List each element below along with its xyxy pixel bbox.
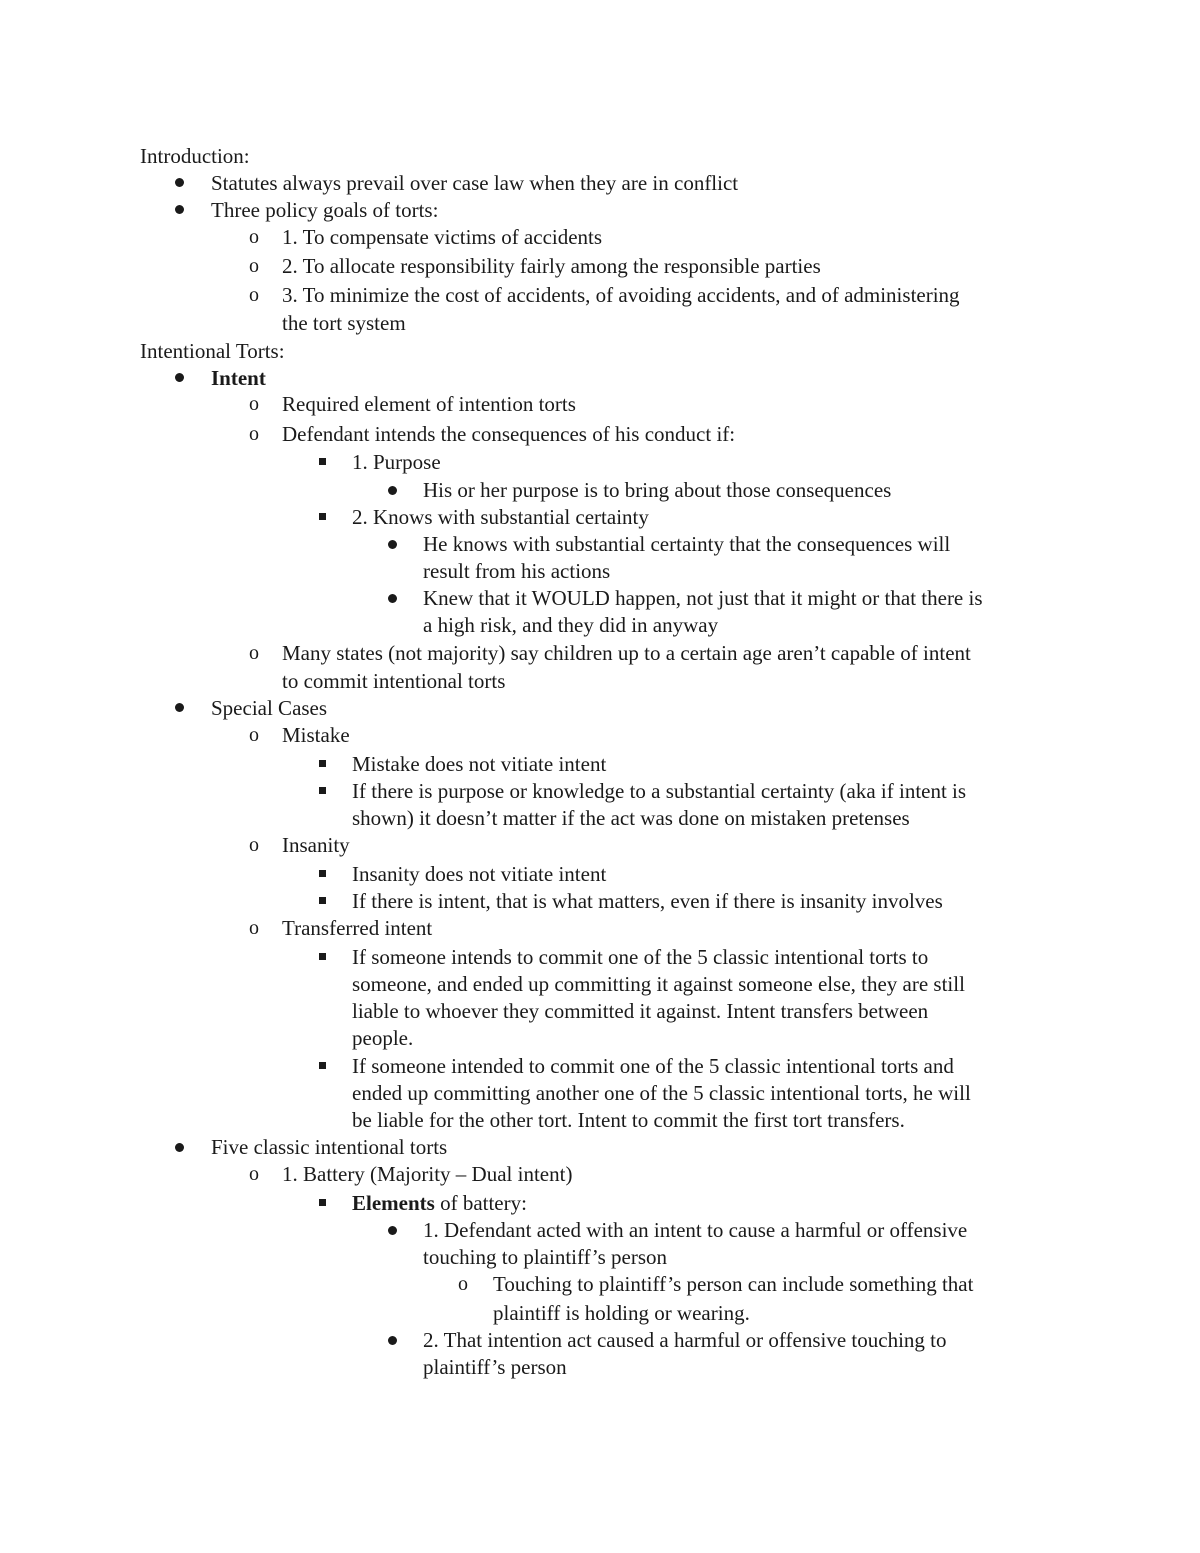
list-item-continuation: shown) it doesn’t matter if the act was done on mistaken pretenses <box>352 806 910 830</box>
section-heading-introduction: Introduction: <box>140 144 250 168</box>
bullet-circle-icon: o <box>249 255 259 277</box>
bullet-square-icon <box>319 787 326 794</box>
list-item-continuation: ended up committing another one of the 5 classic intentional torts, he will <box>352 1081 971 1105</box>
list-item: If there is purpose or knowledge to a substantial certainty (aka if intent is <box>352 779 967 803</box>
bullet-dot-icon <box>175 373 184 382</box>
list-item: 3. To minimize the cost of accidents, of avoiding accidents, and of administering <box>282 283 960 307</box>
bullet-square-icon <box>319 1199 326 1206</box>
list-item: Mistake does not vitiate intent <box>352 752 607 776</box>
list-item: Many states (not majority) say children up to a certain age aren’t capable of intent <box>282 641 971 665</box>
bullet-square-icon <box>319 458 326 465</box>
list-item-continuation: the tort system <box>282 311 406 335</box>
list-item-continuation: result from his actions <box>423 559 611 583</box>
elements-label: Elements <box>352 1191 435 1215</box>
section-heading-intentional-torts: Intentional Torts: <box>140 339 285 363</box>
list-item: If someone intended to commit one of the 5 classic intentional torts and <box>352 1054 954 1078</box>
bullet-circle-icon: o <box>249 423 259 445</box>
bullet-circle-icon: o <box>249 393 259 415</box>
list-item-continuation: to commit intentional torts <box>282 669 506 693</box>
list-item-continuation: plaintiff’s person <box>423 1355 567 1379</box>
bullet-circle-icon: o <box>458 1273 468 1295</box>
list-item: Transferred intent <box>282 916 433 940</box>
bullet-square-icon <box>319 953 326 960</box>
elements-suffix: of battery: <box>434 1191 527 1215</box>
list-item: 2. That intention act caused a harmful or offensive touching to <box>423 1328 947 1352</box>
bullet-dot-icon <box>388 1336 397 1345</box>
list-item-elements <box>352 1190 527 1217</box>
bullet-square-icon <box>319 760 326 767</box>
bullet-square-icon <box>319 513 326 520</box>
list-item: If someone intends to commit one of the 5 classic intentional torts to <box>352 945 929 969</box>
list-item: Knew that it WOULD happen, not just that it might or that there is <box>423 586 983 610</box>
list-item: 1. Defendant acted with an intent to cause a harmful or offensive <box>423 1218 968 1242</box>
bullet-square-icon <box>319 870 326 877</box>
list-item-continuation: people. <box>352 1026 414 1050</box>
list-item: Special Cases <box>211 696 328 720</box>
list-item-continuation: liable to whoever they committed it against. Intent transfers between <box>352 999 929 1023</box>
bullet-circle-icon: o <box>249 642 259 664</box>
bullet-dot-icon <box>388 594 397 603</box>
bullet-circle-icon: o <box>249 1163 259 1185</box>
list-item: 2. To allocate responsibility fairly among the responsible parties <box>282 254 821 278</box>
list-item-continuation: plaintiff is holding or wearing. <box>493 1301 750 1325</box>
list-item: 1. To compensate victims of accidents <box>282 225 603 249</box>
list-item: Touching to plaintiff’s person can include something that <box>493 1272 974 1296</box>
bullet-circle-icon: o <box>249 917 259 939</box>
list-item-continuation: be liable for the other tort. Intent to commit the first tort transfers. <box>352 1108 905 1132</box>
list-item: 1. Battery (Majority – Dual intent) <box>282 1162 573 1186</box>
list-item: 2. Knows with substantial certainty <box>352 505 649 529</box>
bullet-square-icon <box>319 897 326 904</box>
list-item-continuation: someone, and ended up committing it against someone else, they are still <box>352 972 965 996</box>
bullet-dot-icon <box>388 540 397 549</box>
bullet-circle-icon: o <box>249 226 259 248</box>
list-item: Mistake <box>282 723 350 747</box>
list-item: 1. Purpose <box>352 450 441 474</box>
list-item-continuation: touching to plaintiff’s person <box>423 1245 667 1269</box>
list-item: Five classic intentional torts <box>211 1135 448 1159</box>
bullet-dot-icon <box>388 1226 397 1235</box>
list-item: Statutes always prevail over case law when they are in conflict <box>211 171 739 195</box>
bullet-dot-icon <box>175 703 184 712</box>
list-item: Required element of intention torts <box>282 392 576 416</box>
list-item: If there is intent, that is what matters, even if there is insanity involves <box>352 889 943 913</box>
subheading-intent: Intent <box>211 366 266 390</box>
list-item: Defendant intends the consequences of his conduct if: <box>282 422 736 446</box>
bullet-circle-icon: o <box>249 284 259 306</box>
bullet-circle-icon: o <box>249 834 259 856</box>
list-item: He knows with substantial certainty that the consequences will <box>423 532 951 556</box>
list-item: Insanity does not vitiate intent <box>352 862 607 886</box>
list-item: His or her purpose is to bring about those consequences <box>423 478 892 502</box>
bullet-dot-icon <box>175 1143 184 1152</box>
list-item-continuation: a high risk, and they did in anyway <box>423 613 719 637</box>
bullet-dot-icon <box>175 205 184 214</box>
bullet-circle-icon: o <box>249 724 259 746</box>
list-item: Three policy goals of torts: <box>211 198 439 222</box>
bullet-square-icon <box>319 1062 326 1069</box>
bullet-dot-icon <box>175 178 184 187</box>
bullet-dot-icon <box>388 486 397 495</box>
list-item: Insanity <box>282 833 350 857</box>
